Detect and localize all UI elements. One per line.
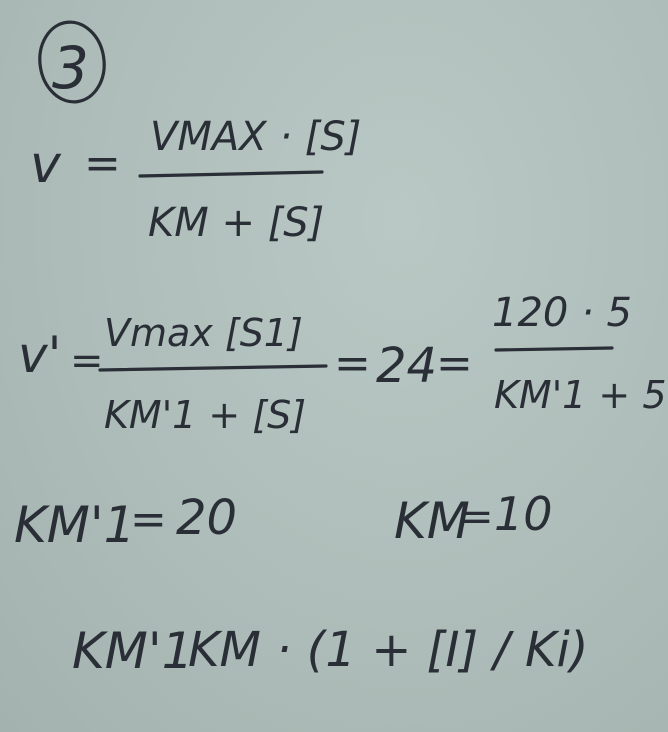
eq2-denominator: KM'1 + [S] (104, 393, 307, 437)
equation-competitive-inhibition (72, 622, 589, 680)
eq2-value: 24 (376, 338, 438, 394)
svg-text:=: = (334, 338, 371, 389)
svg-text:=: = (460, 494, 494, 540)
eq3-value: 20 (176, 490, 238, 546)
eq4-value: 10 (494, 487, 553, 541)
problem-number: 3 (52, 34, 89, 102)
eq2-rhs-fraction-bar (496, 348, 612, 350)
eq1-lhs: v (30, 135, 61, 195)
eq1-numerator: VMAX · [S] (150, 114, 362, 160)
eq2-numerator: Vmax [S1] (104, 311, 303, 355)
svg-text:=: = (70, 338, 104, 384)
eq4-lhs: KM (394, 492, 470, 550)
eq5-rhs: KM · (1 + [I] / Ki) (188, 622, 589, 678)
eq2-rhs-denominator: KM'1 + 5 (494, 373, 667, 417)
eq1-fraction-bar (140, 172, 322, 176)
equation-inhibited-velocity (18, 290, 667, 437)
eq2-rhs-numerator: 120 · 5 (492, 290, 632, 336)
svg-text:=: = (84, 138, 121, 189)
svg-text:=: = (436, 338, 473, 389)
eq1-denominator: KM + [S] (148, 200, 325, 246)
equation-km (394, 487, 553, 550)
eq2-lhs: v' (18, 326, 62, 384)
equation-km-apparent (14, 490, 237, 554)
eq2-fraction-bar (100, 366, 326, 370)
eq3-lhs: KM'1 (14, 496, 136, 554)
problem-number-badge (35, 18, 110, 106)
equation-michaelis-menten (30, 114, 361, 246)
svg-text:=: = (130, 494, 167, 545)
eq5-lhs: KM'1 (72, 622, 194, 680)
